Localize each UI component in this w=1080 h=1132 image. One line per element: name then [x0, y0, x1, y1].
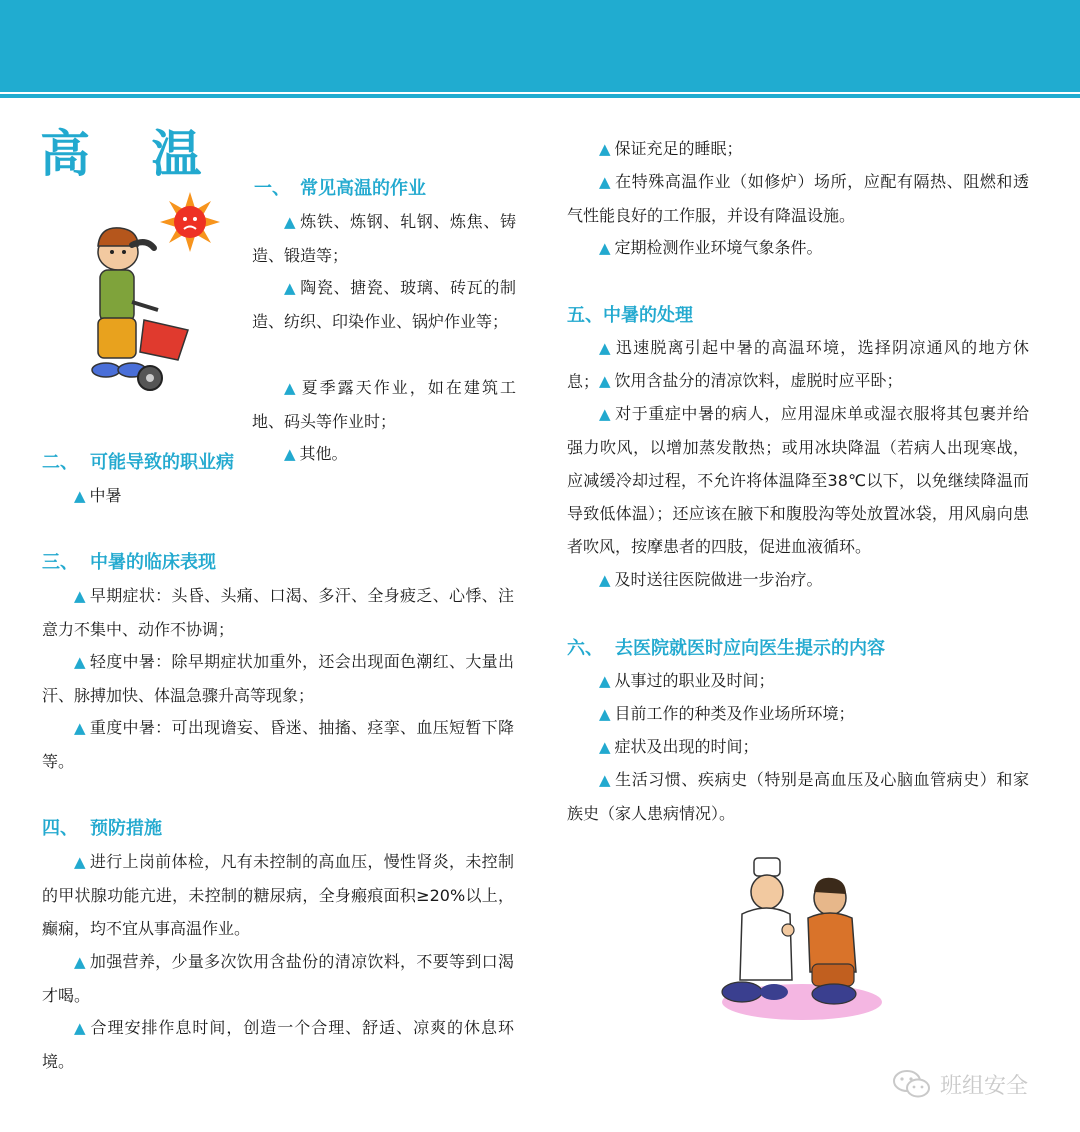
triangle-bullet-icon: ▲ — [74, 653, 86, 671]
section-4-number: 四、 — [42, 818, 78, 839]
triangle-bullet-icon: ▲ — [599, 372, 611, 390]
section-4-item: ▲ 合理安排作息时间，创造一个合理、舒适、凉爽的休息环境。 — [42, 1018, 514, 1071]
section-4-item: ▲ 保证充足的睡眠； — [599, 139, 743, 158]
triangle-bullet-icon: ▲ — [284, 445, 296, 463]
section-5-item: ▲ 对于重症中暑的病人，应用湿床单或湿衣服将其包裹并给强力吹风，以增加蒸发散热；或用冰块降温（若病人出现寒战，应减缓冷却过程，不允许将体温降至38℃以下，以免继续降温而导致低体温）；还应该在腋下和腹股沟等处放置冰袋，用风扇向患者吹风，按摩患者的四肢，促进血液循环。 — [567, 404, 1029, 556]
triangle-bullet-icon: ▲ — [284, 213, 297, 231]
triangle-bullet-icon: ▲ — [284, 279, 297, 297]
section-3-item: ▲ 早期症状：头昏、头痛、口渴、多汗、全身疲乏、心悸、注意力不集中、动作不协调； — [42, 586, 514, 639]
triangle-bullet-icon: ▲ — [74, 587, 86, 605]
triangle-bullet-icon: ▲ — [599, 738, 611, 756]
section-6-number: 六、 — [567, 638, 603, 659]
triangle-bullet-icon: ▲ — [599, 672, 611, 690]
watermark — [892, 1066, 1028, 1102]
section-1-heading — [254, 177, 426, 201]
section-6-item: ▲ 生活习惯、疾病史（特别是高血压及心脑血管病史）和家族史（家人患病情况）。 — [567, 770, 1029, 823]
section-3-title: 中暑的临床表现 — [90, 552, 216, 573]
section-6-item: ▲ 症状及出现的时间； — [599, 737, 759, 756]
section-1-title: 常见高温的作业 — [300, 178, 426, 199]
section-3-heading — [42, 551, 216, 575]
sun-icon — [160, 192, 220, 252]
section-6-item: ▲ 从事过的职业及时间； — [599, 671, 775, 690]
header-band — [0, 0, 1080, 92]
section-3-item: ▲ 重度中暑：可出现谵妄、昏迷、抽搐、痉挛、血压短暂下降等。 — [42, 718, 514, 771]
hot-worker-illustration — [70, 190, 230, 400]
section-1-number: 一、 — [254, 178, 290, 199]
triangle-bullet-icon: ▲ — [599, 140, 611, 158]
page-title: 高 温 — [40, 125, 224, 183]
section-6-item: ▲ 目前工作的种类及作业场所环境； — [599, 704, 855, 723]
doctor-patient-illustration — [712, 852, 892, 1024]
triangle-bullet-icon: ▲ — [74, 719, 86, 737]
section-5-heading — [567, 304, 693, 328]
triangle-bullet-icon: ▲ — [599, 571, 611, 589]
triangle-bullet-icon: ▲ — [599, 339, 612, 357]
section-4-item: ▲ 加强营养，少量多次饮用含盐份的清凉饮料，不要等到口渴才喝。 — [42, 952, 514, 1005]
triangle-bullet-icon: ▲ — [74, 953, 86, 971]
triangle-bullet-icon: ▲ — [599, 173, 612, 191]
section-1-item: ▲ 夏季露天作业，如在建筑工地、码头等作业时； — [252, 378, 516, 431]
section-6-title: 去医院就医时应向医生提示的内容 — [615, 638, 885, 659]
section-5-item: ▲ 及时送往医院做进一步治疗。 — [599, 570, 823, 589]
triangle-bullet-icon: ▲ — [599, 405, 612, 423]
triangle-bullet-icon: ▲ — [74, 853, 86, 871]
section-5-title: 中暑的处理 — [603, 305, 693, 326]
section-4-item: ▲ 在特殊高温作业（如修炉）场所，应配有隔热、阻燃和透气性能良好的工作服，并设有降温设施。 — [567, 172, 1029, 225]
section-6-heading — [567, 637, 885, 661]
section-4-title: 预防措施 — [90, 818, 162, 839]
triangle-bullet-icon: ▲ — [74, 487, 86, 505]
header-rule — [0, 94, 1080, 98]
watermark-text: 班组安全 — [940, 1073, 1029, 1099]
triangle-bullet-icon: ▲ — [599, 239, 611, 257]
wechat-icon — [892, 1069, 932, 1099]
section-2-number: 二、 — [42, 452, 78, 473]
section-2-title: 可能导致的职业病 — [90, 452, 234, 473]
section-2-item: ▲ 中暑 — [74, 486, 122, 505]
section-3-number: 三、 — [42, 552, 78, 573]
section-4-heading — [42, 817, 162, 841]
section-2-heading — [42, 451, 234, 475]
triangle-bullet-icon: ▲ — [284, 379, 298, 397]
section-1-item: ▲ 炼铁、炼钢、轧钢、炼焦、铸造、锻造等； — [252, 212, 516, 265]
section-1-item: ▲ 陶瓷、搪瓷、玻璃、砖瓦的制造、纺织、印染作业、锅炉作业等； — [252, 278, 516, 331]
section-4-item: ▲ 定期检测作业环境气象条件。 — [599, 238, 823, 257]
triangle-bullet-icon: ▲ — [599, 771, 612, 789]
section-1-item: ▲ 其他。 — [284, 444, 348, 463]
section-5-item: ▲ 饮用含盐分的清凉饮料，虚脱时应平卧； — [599, 371, 903, 390]
section-5-item: ▲ 迅速脱离引起中暑的高温环境，选择阴凉通风的地方休息； — [567, 338, 1029, 391]
triangle-bullet-icon: ▲ — [74, 1019, 87, 1037]
triangle-bullet-icon: ▲ — [599, 705, 611, 723]
section-5-number: 五、 — [567, 305, 603, 326]
section-4-item: ▲ 进行上岗前体检，凡有未控制的高血压，慢性肾炎，未控制的甲状腺功能亢进，未控制的糖尿病，全身瘢痕面积≥20%以上，癫痫，均不宜从事高温作业。 — [42, 852, 514, 938]
section-3-item: ▲ 轻度中暑：除早期症状加重外，还会出现面色潮红、大量出汗、脉搏加快、体温急骤升高等现象； — [42, 652, 514, 705]
